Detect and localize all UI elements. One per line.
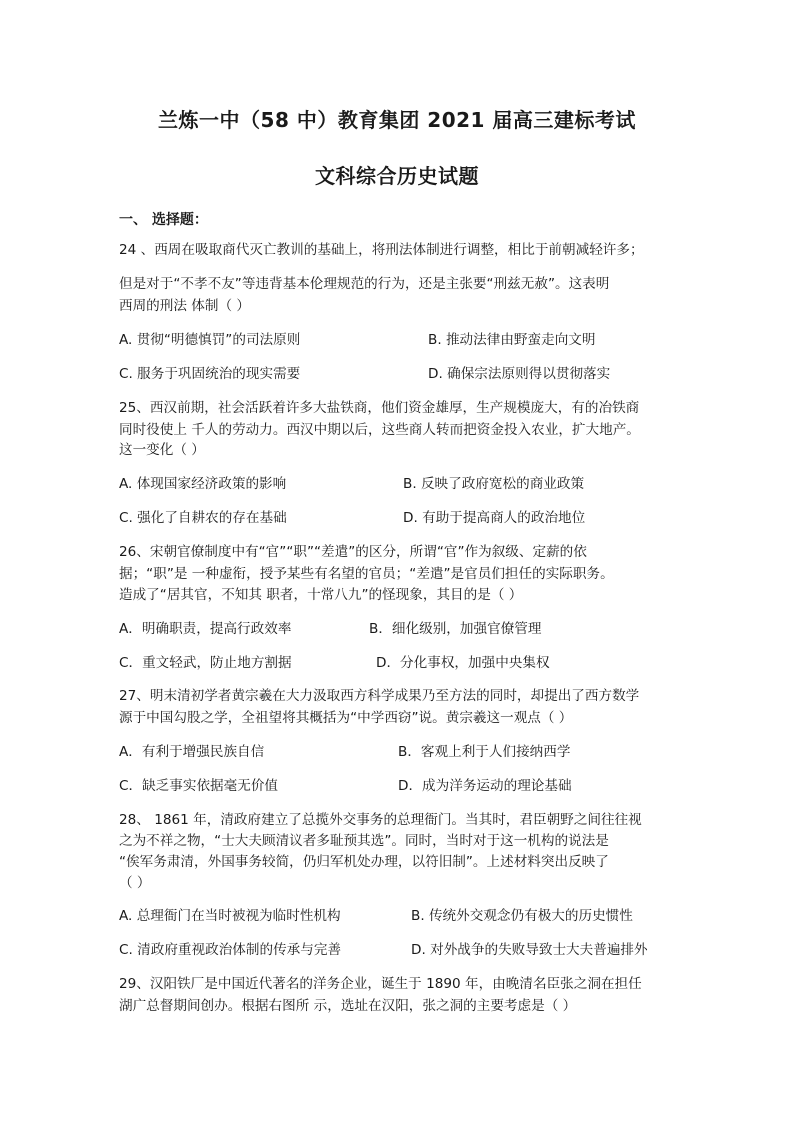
question-27-option-a: A．有利于增强民族自信 — [119, 744, 265, 760]
question-25-line-1: 25、西汉前期，社会活跃着许多大盐铁商，他们资金雄厚，生产规模庞大，有的冶铁商 — [119, 400, 640, 416]
question-26-line-3: 造成了“居其官，不知其 职者，十常八九”的怪现象，其目的是（ ） — [119, 587, 523, 603]
question-27-option-d: D．成为洋务运动的理论基础 — [398, 778, 572, 794]
question-26-option-b: B．细化级别，加强官僚管理 — [369, 621, 542, 637]
question-25-line-3: 这一变化（ ） — [119, 442, 205, 458]
question-28-line-1: 28、 1861 年，清政府建立了总揽外交事务的总理衙门。当其时，君臣朝野之间往往视 — [119, 812, 642, 828]
question-28-line-3: “俟军务肃清，外国事务较简，仍归军机处办理，以符旧制”。上述材料突出反映了 — [119, 854, 609, 870]
question-27-line-1: 27、明末清初学者黄宗羲在大力汲取西方科学成果乃至方法的同时，却提出了西方数学 — [119, 688, 640, 704]
question-26-option-d: D．分化事权，加强中央集权 — [376, 655, 550, 671]
question-27-line-2: 源于中国勾股之学，全祖望将其概括为“中学西窃”说。黄宗羲这一观点（ ） — [119, 710, 573, 726]
question-24-option-b: B. 推动法律由野蛮走向文明 — [428, 332, 596, 348]
question-24-line-1: 24 、西周在吸取商代灭亡教训的基础上，将刑法体制进行调整，相比于前朝减轻许多； — [119, 242, 644, 258]
question-28-line-2: 之为不祥之物，“士大夫顾清议者多耻预其选”。同时，当时对于这一机构的说法是 — [119, 833, 609, 849]
question-25-option-c: C. 强化了自耕农的存在基础 — [119, 510, 287, 526]
question-26-line-1: 26、宋朝官僚制度中有“官”“职”“差遣”的区分，所谓“官”作为叙级、定薪的依 — [119, 544, 587, 560]
exam-subtitle: 文科综合历史试题 — [315, 164, 479, 188]
question-26-line-2: 据；“职”是 一种虚衔，授予某些有名望的官员；“差遣”是官员们担任的实际职务。 — [119, 566, 614, 582]
question-26-option-c: C．重文轻武，防止地方割据 — [119, 655, 292, 671]
exam-title: 兰炼一中（58 中）教育集团 2021 届高三建标考试 — [158, 108, 636, 132]
question-27-option-c: C．缺乏事实依据毫无价值 — [119, 778, 279, 794]
question-28-option-d: D. 对外战争的失败导致士大夫普遍排外 — [411, 942, 648, 958]
question-29-line-1: 29、汉阳铁厂是中国近代著名的洋务企业，诞生于 1890 年，由晚清名臣张之洞在担任 — [119, 976, 642, 992]
question-28-line-4: （ ） — [119, 875, 151, 891]
question-27-option-b: B．客观上利于人们接纳西学 — [398, 744, 571, 760]
question-28-option-c: C. 清政府重视政治体制的传承与完善 — [119, 942, 342, 958]
question-29-line-2: 湖广总督期间创办。根据右图所 示，选址在汉阳，张之洞的主要考虑是（ ） — [119, 998, 577, 1014]
question-24-option-c: C. 服务于巩固统治的现实需要 — [119, 366, 301, 382]
question-28-option-a: A. 总理衙门在当时被视为临时性机构 — [119, 908, 341, 924]
question-24-option-a: A. 贯彻“明德慎罚”的司法原则 — [119, 332, 301, 348]
question-24-line-3: 西周的刑法 体制（ ） — [119, 298, 250, 314]
question-24-option-d: D. 确保宗法原则得以贯彻落实 — [428, 366, 611, 382]
section-heading: 一、 选择题： — [119, 212, 208, 228]
question-25-option-a: A. 体现国家经济政策的影响 — [119, 476, 287, 492]
question-25-option-b: B. 反映了政府宽松的商业政策 — [403, 476, 585, 492]
question-25-line-2: 同时役使上 千人的劳动力。西汉中期以后，这些商人转而把资金投入农业，扩大地产。 — [119, 422, 640, 438]
question-28-option-b: B. 传统外交观念仍有极大的历史惯性 — [411, 908, 633, 924]
question-24-line-2: 但是对于“不孝不友”等违背基本伦理规范的行为，还是主张要“刑兹无赦”。这表明 — [119, 276, 610, 292]
question-26-option-a: A．明确职责，提高行政效率 — [119, 621, 292, 637]
question-25-option-d: D. 有助于提高商人的政治地位 — [403, 510, 586, 526]
